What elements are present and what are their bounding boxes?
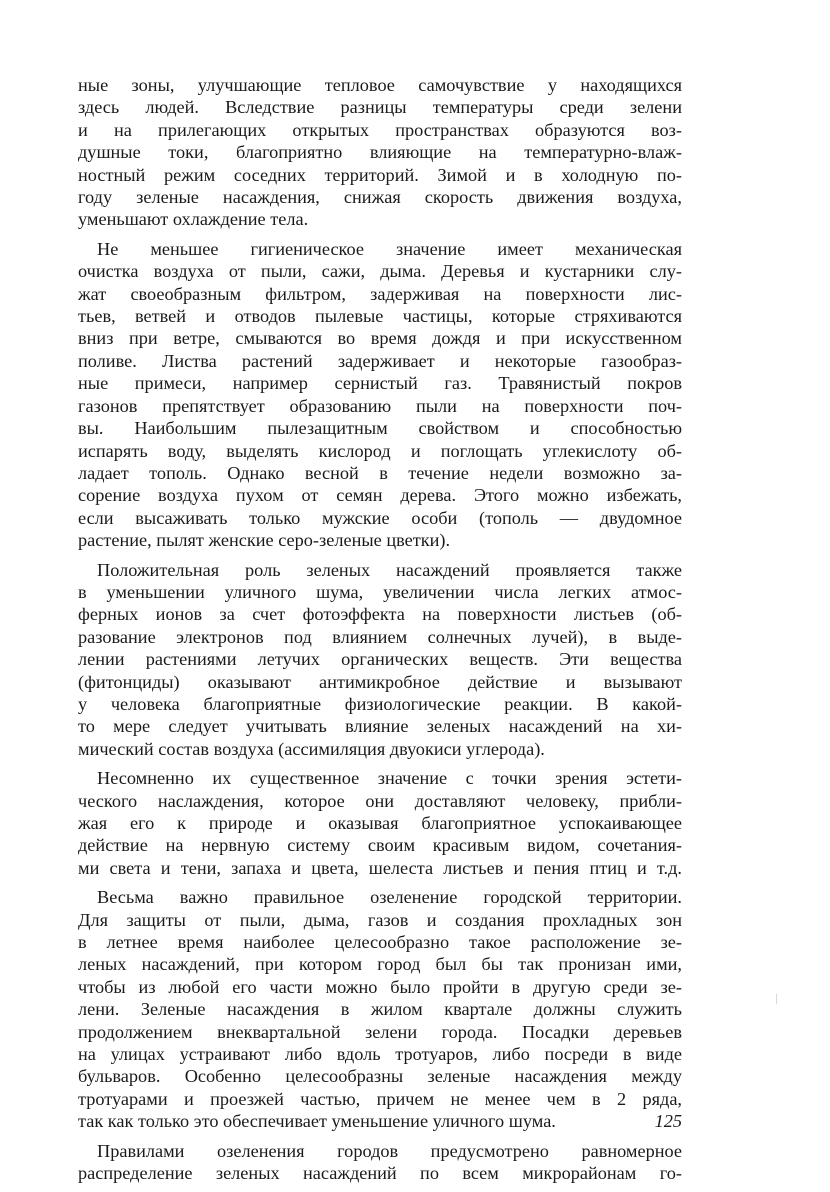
text-line: вниз при ветре, смываются во время дождя и при искусственном: [78, 328, 682, 349]
text-line: поливе. Листва растений задерживает и некоторые газообраз-: [78, 350, 682, 371]
text-line: уменьшают охлаждение тела.: [78, 209, 309, 230]
text-line: бульваров. Особенно целесообразны зеленые насаждения между: [78, 1066, 682, 1087]
text-line: газонов препятствует образованию пыли на поверхности поч-: [78, 395, 682, 416]
page-body: [78, 74, 682, 1192]
text-line: разование электронов под влиянием солнечных лучей), в выде-: [78, 626, 682, 647]
text-line: жая его к природе и оказывая благоприятное успокаивающее: [78, 813, 682, 833]
text-line: (фитонциды) оказывают антимикробное действие и вызывают: [78, 671, 682, 692]
paragraph-3: [78, 559, 682, 761]
paragraph-5: [78, 886, 682, 1132]
text-line: леных насаждений, при котором город был бы так пронизан ими,: [78, 954, 682, 975]
text-line: ческого наслаждения, которое они доставляют человеку, прибли-: [78, 790, 682, 811]
text-line: тьев, ветвей и отводов пылевые частицы, которые стряхиваются: [78, 306, 682, 327]
text-line: то мере следует учитывать влияние зеленых насаждений на хи-: [78, 716, 682, 737]
paragraph-4: [78, 767, 682, 879]
text-line: мический состав воздуха (ассимиляция двуокиси углерода).: [78, 738, 545, 759]
text-line: если высаживать только мужские особи (тополь — двудомное: [78, 507, 682, 528]
text-line: так как только это обеспечивает уменьшение уличного шума.: [78, 1111, 556, 1132]
text-line: сорение воздуха пухом от семян дерева. Этого можно избежать,: [78, 485, 682, 506]
text-line: действие на нервную систему своим красивым видом, сочетания-: [78, 835, 682, 856]
text-line: в летнее время наиболее целесообразно такое расположение зе-: [78, 932, 682, 953]
text-line: Не меньшее гигиеническое значение имеет механическая: [97, 238, 682, 259]
text-line: растение, пылят женские серо-зеленые цветки).: [78, 530, 451, 551]
text-line: Весьма важно правильное озеленение городской территории.: [97, 887, 682, 908]
text-line: испарять воду, выделять кислород и поглощать углекислоту об-: [78, 440, 682, 461]
text-line: жат своеобразным фильтром, задерживая на поверхности лис-: [78, 283, 682, 304]
text-line: ми света и тени, запаха и цвета, шелеста листьев и пения птиц и т.д.: [78, 857, 682, 878]
text-line: в уменьшении уличного шума, увеличении числа легких атмос-: [78, 581, 682, 602]
paragraph-1: [78, 74, 682, 231]
text-line: вы. Наибольшим пылезащитным свойством и способностью: [78, 418, 682, 439]
text-line: Положительная роль зеленых насаждений проявляется также: [97, 559, 682, 580]
text-line: лени. Зеленые насаждения в жилом квартале должны служить: [78, 999, 682, 1020]
text-line: очистка воздуха от пыли, сажи, дыма. Деревья и кустарники слу-: [78, 261, 682, 282]
text-line: распределение зеленых насаждений по всем микрорайонам го-: [78, 1163, 682, 1184]
text-line: ные примеси, например сернистый газ. Травянистый покров: [78, 373, 682, 394]
text-line: на улицах устраивают либо вдоль тротуаров, либо посреди в виде: [78, 1044, 682, 1065]
text-line: душные токи, благоприятно влияющие на температурно-влаж-: [78, 142, 682, 163]
text-line: году зеленые насаждения, снижая скорость движения воздуха,: [78, 187, 682, 208]
text-line: лении растениями летучих органических веществ. Эти вещества: [78, 649, 682, 670]
text-line: ные зоны, улучшающие тепловое самочувствие у находящихся: [78, 75, 682, 95]
text-line: у человека благоприятные физиологические реакции. В какой-: [78, 693, 682, 714]
paragraph-2: [78, 238, 682, 552]
paragraph-6: [78, 1140, 682, 1185]
text-line: Несомненно их существенное значение с точки зрения эстети-: [97, 768, 682, 789]
scan-speck: [776, 994, 777, 1004]
text-line: Правилами озеленения городов предусмотрено равномерное: [97, 1140, 682, 1161]
text-line: и на прилегающих открытых пространствах образуются воз-: [78, 119, 682, 140]
text-line: здесь людей. Вследствие разницы температуры среди зелени: [78, 97, 682, 118]
text-line: Для защиты от пыли, дыма, газов и создания прохладных зон: [78, 909, 682, 930]
text-line: ладает тополь. Однако весной в течение недели возможно за-: [78, 462, 682, 483]
text-line: чтобы из любой его части можно было пройти в другую среди зе-: [78, 976, 682, 997]
text-line: ностный режим соседних территорий. Зимой и в холодную по-: [78, 164, 682, 185]
text-line: продолжением внеквартальной зелени города. Посадки деревьев: [78, 1021, 682, 1042]
page-number: 125: [654, 1111, 682, 1131]
text-line: тротуарами и проезжей частью, причем не менее чем в 2 ряда,: [78, 1088, 682, 1109]
text-line: ферных ионов за счет фотоэффекта на поверхности листьев (об-: [78, 604, 682, 625]
